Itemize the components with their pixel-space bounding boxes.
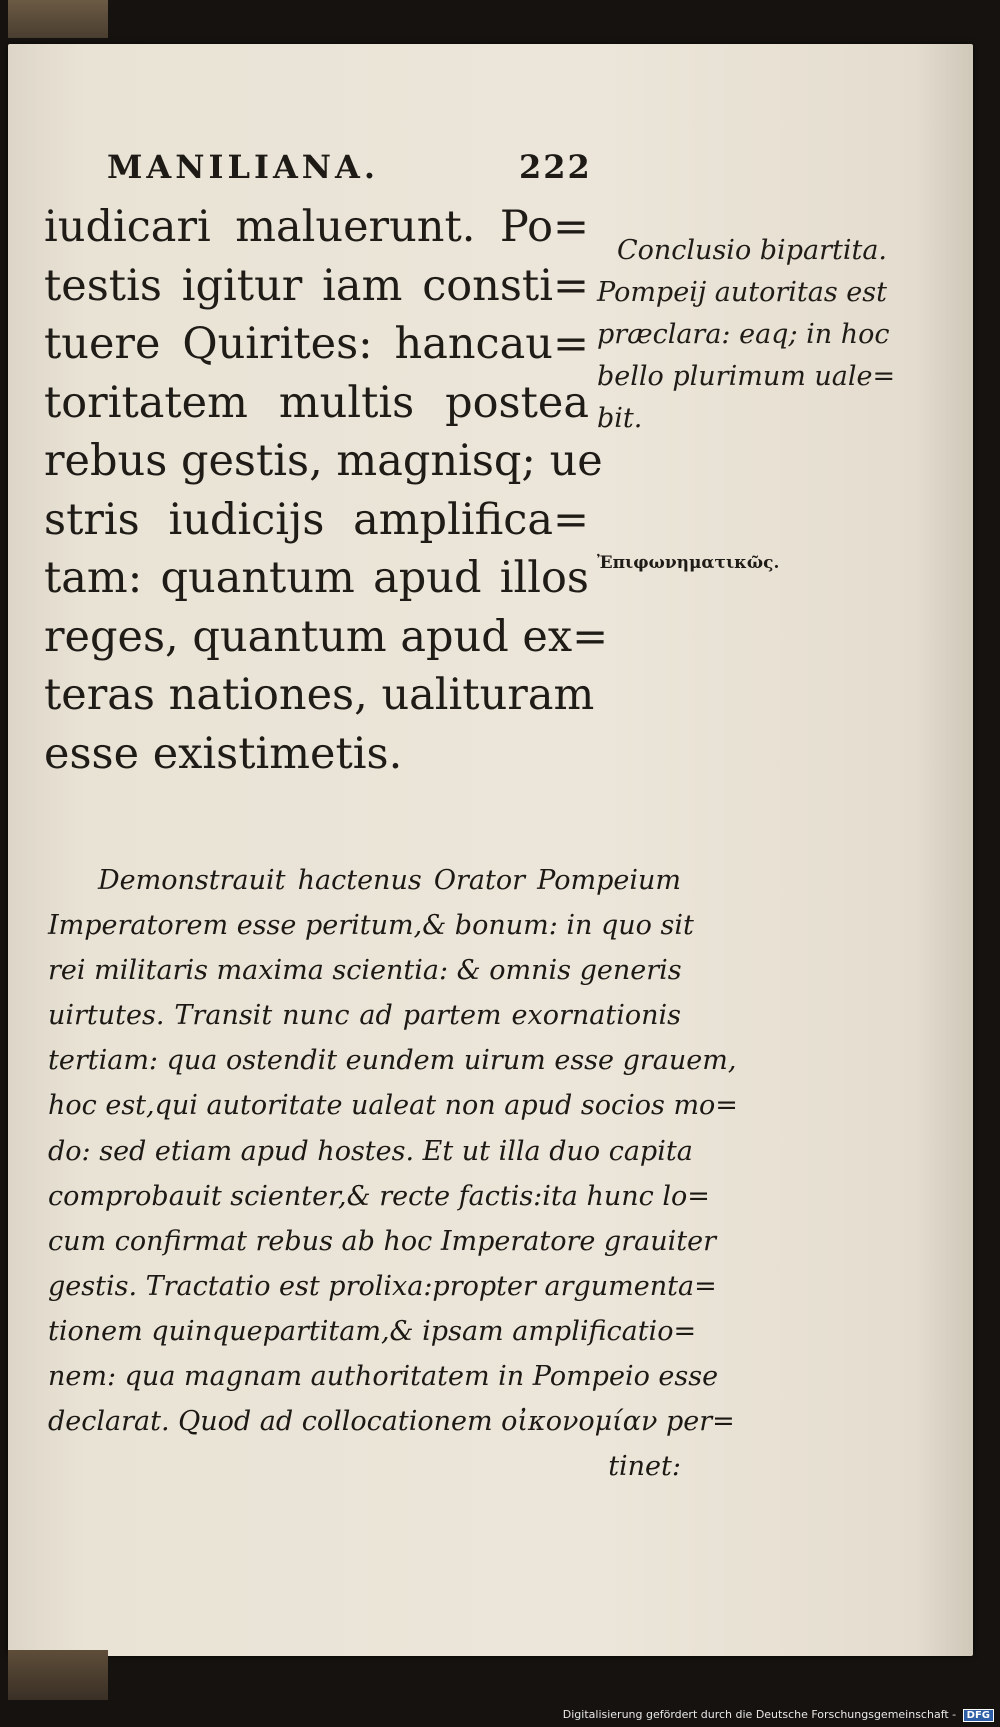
commentary-line: Imperatorem esse peritum,& bonum: in quo sit <box>48 910 694 942</box>
commentary-line: Demonstrauit hactenus Orator Pompeium <box>98 865 681 896</box>
commentary-block <box>48 858 738 1489</box>
binding-edge-bottom <box>8 1650 108 1700</box>
binding-edge-top <box>8 0 108 38</box>
digitization-credit <box>563 1708 994 1722</box>
commentary-line: hoc est,qui autoritate ualeat non apud socios mo= <box>48 1090 738 1122</box>
margin-note-conclusio <box>597 230 895 440</box>
commentary-line: rei militaris maxima scientia: & omnis generis <box>48 955 682 987</box>
margin-note-line: Conclusio bipartita. <box>617 235 887 266</box>
main-text-line: rebus gestis, magnisq; ue <box>44 436 603 486</box>
credit-text: Digitalisierung gefördert durch die Deutsche Forschungsgemeinschaft - <box>562 1708 957 1721</box>
main-text-line: tam: quantum apud illos <box>44 553 589 603</box>
commentary-line: comprobauit scienter,& recte factis:ita hunc lo= <box>48 1180 710 1212</box>
margin-note-line: præclara: eaq; in hoc <box>597 319 890 350</box>
main-text-line: stris iudicijs amplifica= <box>44 494 589 545</box>
page-number: 222 <box>519 148 592 186</box>
running-title: MANILIANA. <box>107 148 379 186</box>
main-text-line: tuere Quirites: hancau= <box>44 319 589 369</box>
margin-note-line: Pompeij autoritas est <box>597 277 887 308</box>
main-text-block <box>44 198 609 783</box>
main-text-line: teras nationes, ualituram <box>44 670 595 720</box>
main-text-line: testis igitur iam consti= <box>44 260 589 311</box>
margin-note-line: bello plurimum uale= <box>597 361 896 392</box>
commentary-line: tertiam: qua ostendit eundem uirum esse grauem, <box>48 1045 737 1077</box>
main-text-line: esse existimetis. <box>44 728 403 779</box>
commentary-line: do: sed etiam apud hostes. Et ut illa duo capita <box>48 1135 693 1167</box>
commentary-line: declarat. Quod ad collocationem οἰκονομίαν per= <box>48 1406 735 1438</box>
commentary-line: tinet: <box>608 1451 681 1483</box>
margin-note-line: bit. <box>597 403 643 434</box>
commentary-line: cum confirmat rebus ab hoc Imperatore grauiter <box>48 1225 716 1257</box>
commentary-line: tionem quinquepartitam,& ipsam amplificatio= <box>48 1315 697 1347</box>
commentary-line: nem: qua magnam authoritatem in Pompeio esse <box>48 1361 719 1393</box>
main-text-line: iudicari maluerunt. Po= <box>44 202 589 252</box>
main-text-line: toritatem multis postea <box>44 377 589 428</box>
page-header <box>107 148 592 188</box>
main-text-line: reges, quantum apud ex= <box>44 611 609 662</box>
margin-note-greek: Ἐπιφωνηματικῶς. <box>597 553 780 573</box>
commentary-line: uirtutes. Transit nunc ad partem exornationis <box>48 1000 681 1032</box>
dfg-logo: DFG <box>963 1709 994 1722</box>
commentary-line: gestis. Tractatio est prolixa:propter argumenta= <box>48 1270 717 1302</box>
